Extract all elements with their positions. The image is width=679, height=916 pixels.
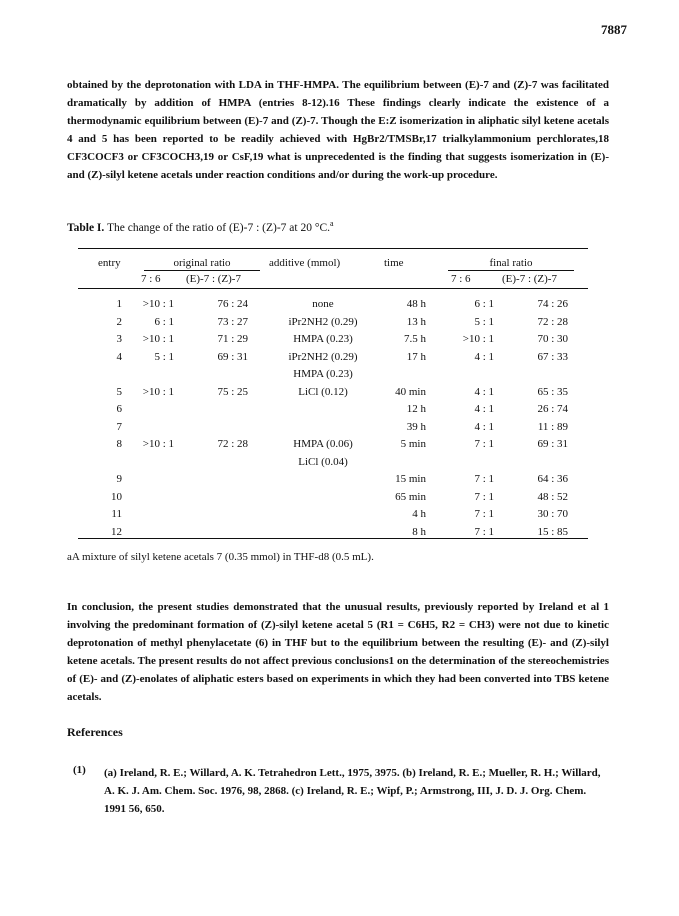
cell-time: 48 h: [406, 298, 426, 310]
cell-entry: 6: [116, 403, 122, 415]
final-ratio-rule: [448, 270, 574, 271]
cell-fin76: 7 : 1: [474, 490, 494, 503]
reference-1-number: (1): [73, 764, 86, 776]
cell-fin76: >10 : 1: [462, 333, 494, 345]
table-header-rule: [78, 288, 588, 289]
cell-additive: none: [312, 298, 334, 310]
table-row: [78, 333, 588, 351]
paragraph-1: obtained by the deprotonation with LDA in THF-HMPA. The equilibrium between (E)-7 and (Z)-7 was facilitated dramatically by addition of HMPA (entries 8-12).16 These findings clearly indicate the existence of a thermodynamic equilibrium between (E)-7 and (Z)-7. Though the E:Z isomerization in aliphatic silyl ketene acetals 4 and 5 has been reported to be readily achieved with HgBr2/TMSBr,17 trialkylammonium perchlorates,18 CF3COCF3 or CF3COCH3,19 or CsF,19 what is unprecedented is the finding that suggests isomerization in (E)- and (Z)-silyl ketene acetals under reaction conditions and/or during the work-up procedure.: [67, 79, 609, 181]
table-row: [78, 403, 588, 421]
cell-fin76: 4 : 1: [474, 350, 494, 363]
cell-entry: 1: [116, 298, 122, 310]
cell-origEZ: 72 : 28: [217, 438, 248, 450]
cell-additive: HMPA (0.06): [293, 438, 353, 450]
cell-fin76: 4 : 1: [474, 403, 494, 415]
cell-orig76: >10 : 1: [142, 385, 174, 398]
table-caption-text: The change of the ratio of (E)-7 : (Z)-7 at 20 °C.: [106, 221, 330, 234]
references-heading: References: [67, 725, 123, 739]
cell-fin76: 5 : 1: [474, 315, 494, 328]
cell-orig76: 5 : 1: [154, 350, 174, 363]
cell-origEZ: 73 : 27: [217, 315, 248, 328]
cell-fin76: 7 : 1: [474, 473, 494, 485]
cell-time: 65 min: [395, 490, 426, 503]
table-footnote: aA mixture of silyl ketene acetals 7 (0.35 mmol) in THF-d8 (0.5 mL).: [67, 551, 374, 563]
cell-entry: 8: [116, 438, 122, 450]
cell-fin76: 4 : 1: [474, 385, 494, 398]
cell-fin76: 6 : 1: [474, 298, 494, 310]
cell-time: 8 h: [412, 525, 426, 538]
reference-1: (a) Ireland, R. E.; Willard, A. K. Tetrahedron Lett., 1975, 3975. (b) Ireland, R. E.; Mueller, R. H.; Willard, A. K. J. Am. Chem. Soc. 1976, 98, 2868. (c) Ireland, R. E.; Wipf, P.; Armstrong, III, J. D. J. Org. Chem. 1991 56, 650.: [104, 767, 601, 815]
cell-finEZ: 48 : 52: [537, 490, 568, 503]
cell-fin76: 7 : 1: [474, 525, 494, 538]
cell-entry: 11: [111, 508, 122, 520]
cell-finEZ: 11 : 89: [537, 420, 568, 433]
cell-time: 12 h: [406, 403, 426, 415]
cell-finEZ: 70 : 30: [537, 333, 568, 345]
cell-finEZ: 67 : 33: [537, 350, 568, 363]
page-number: 7887: [601, 22, 627, 37]
paragraph-2: In conclusion, the present studies demonstrated that the unusual results, previously reported by Ireland et al 1 involving the predominant formation of (Z)-silyl ketene acetal 5 (R1 = C6H5, R2 = CH3) were not due to kinetic deprotonation of methyl phenylacetate (6) in THF but to the equilibrium between the resulting (E)- and (Z)-silyl ketene acetals. The present results do not affect previous conclusions1 on the determination of the stereochemistries of (E)- and (Z)-enolates of aliphatic esters based on experiments in which they had been converted into TBS ketene acetals.: [67, 601, 609, 703]
header-sub-7-6-final: 7 : 6: [451, 273, 471, 285]
header-time: time: [384, 257, 404, 269]
cell-orig76: 6 : 1: [154, 315, 174, 328]
header-sub-e-z: (E)-7 : (Z)-7: [186, 273, 241, 285]
cell-finEZ: 15 : 85: [537, 525, 568, 538]
cell-time: 17 h: [406, 350, 426, 363]
cell-fin76: 4 : 1: [474, 420, 494, 433]
table-row: [78, 456, 588, 474]
cell-entry: 9: [116, 473, 122, 485]
cell-finEZ: 26 : 74: [537, 403, 568, 415]
cell-finEZ: 72 : 28: [537, 315, 568, 328]
table-row: [78, 526, 588, 544]
cell-time: 39 h: [406, 420, 426, 433]
cell-origEZ: 75 : 25: [217, 385, 248, 398]
table-row: [78, 508, 588, 526]
header-entry: entry: [98, 257, 121, 269]
table-row: [78, 351, 588, 369]
cell-orig76: >10 : 1: [142, 298, 174, 310]
cell-additive: iPr2NH2 (0.29): [288, 350, 358, 363]
header-additive: additive (mmol): [269, 257, 341, 269]
cell-fin76: 7 : 1: [474, 508, 494, 520]
cell-orig76: >10 : 1: [142, 438, 174, 450]
cell-origEZ: 76 : 24: [217, 298, 248, 310]
cell-entry: 2: [116, 315, 122, 328]
data-table: [78, 248, 588, 546]
cell-additive: HMPA (0.23): [293, 368, 353, 380]
cell-time: 13 h: [406, 315, 426, 328]
table-row: [78, 438, 588, 456]
cell-time: 7.5 h: [404, 333, 426, 345]
cell-additive: LiCl (0.12): [298, 385, 348, 398]
cell-finEZ: 69 : 31: [537, 438, 568, 450]
cell-finEZ: 30 : 70: [537, 508, 568, 520]
table-row: [78, 421, 588, 439]
cell-entry: 5: [116, 385, 122, 398]
table-row: [78, 368, 588, 386]
cell-orig76: >10 : 1: [142, 333, 174, 345]
cell-entry: 7: [116, 420, 122, 433]
header-sub-e-z-final: (E)-7 : (Z)-7: [502, 273, 557, 285]
table-row: [78, 386, 588, 404]
cell-finEZ: 64 : 36: [537, 473, 568, 485]
table-top-rule: [78, 248, 588, 249]
cell-additive: HMPA (0.23): [293, 333, 353, 345]
cell-additive: iPr2NH2 (0.29): [288, 315, 358, 328]
table-row: [78, 316, 588, 334]
cell-origEZ: 69 : 31: [217, 350, 248, 363]
header-original-ratio: original ratio: [173, 257, 231, 269]
table-caption-mark: a: [329, 219, 334, 228]
cell-additive: LiCl (0.04): [298, 455, 348, 468]
original-ratio-rule: [144, 270, 260, 271]
cell-time: 40 min: [395, 385, 426, 398]
cell-fin76: 7 : 1: [474, 438, 494, 450]
cell-entry: 10: [111, 490, 122, 503]
cell-finEZ: 74 : 26: [537, 298, 568, 310]
header-sub-7-6: 7 : 6: [141, 273, 161, 285]
cell-time: 15 min: [395, 473, 426, 485]
cell-entry: 3: [116, 333, 122, 345]
table-label: Table I.: [67, 221, 105, 234]
cell-entry: 4: [116, 350, 122, 363]
cell-entry: 12: [111, 525, 122, 538]
cell-finEZ: 65 : 35: [537, 385, 568, 398]
cell-origEZ: 71 : 29: [217, 333, 248, 345]
table-caption: [67, 219, 334, 234]
table-row: [78, 473, 588, 491]
cell-time: 5 min: [400, 438, 426, 450]
header-final-ratio: final ratio: [489, 257, 533, 269]
cell-time: 4 h: [412, 508, 426, 520]
table-row: [78, 298, 588, 316]
table-row: [78, 491, 588, 509]
